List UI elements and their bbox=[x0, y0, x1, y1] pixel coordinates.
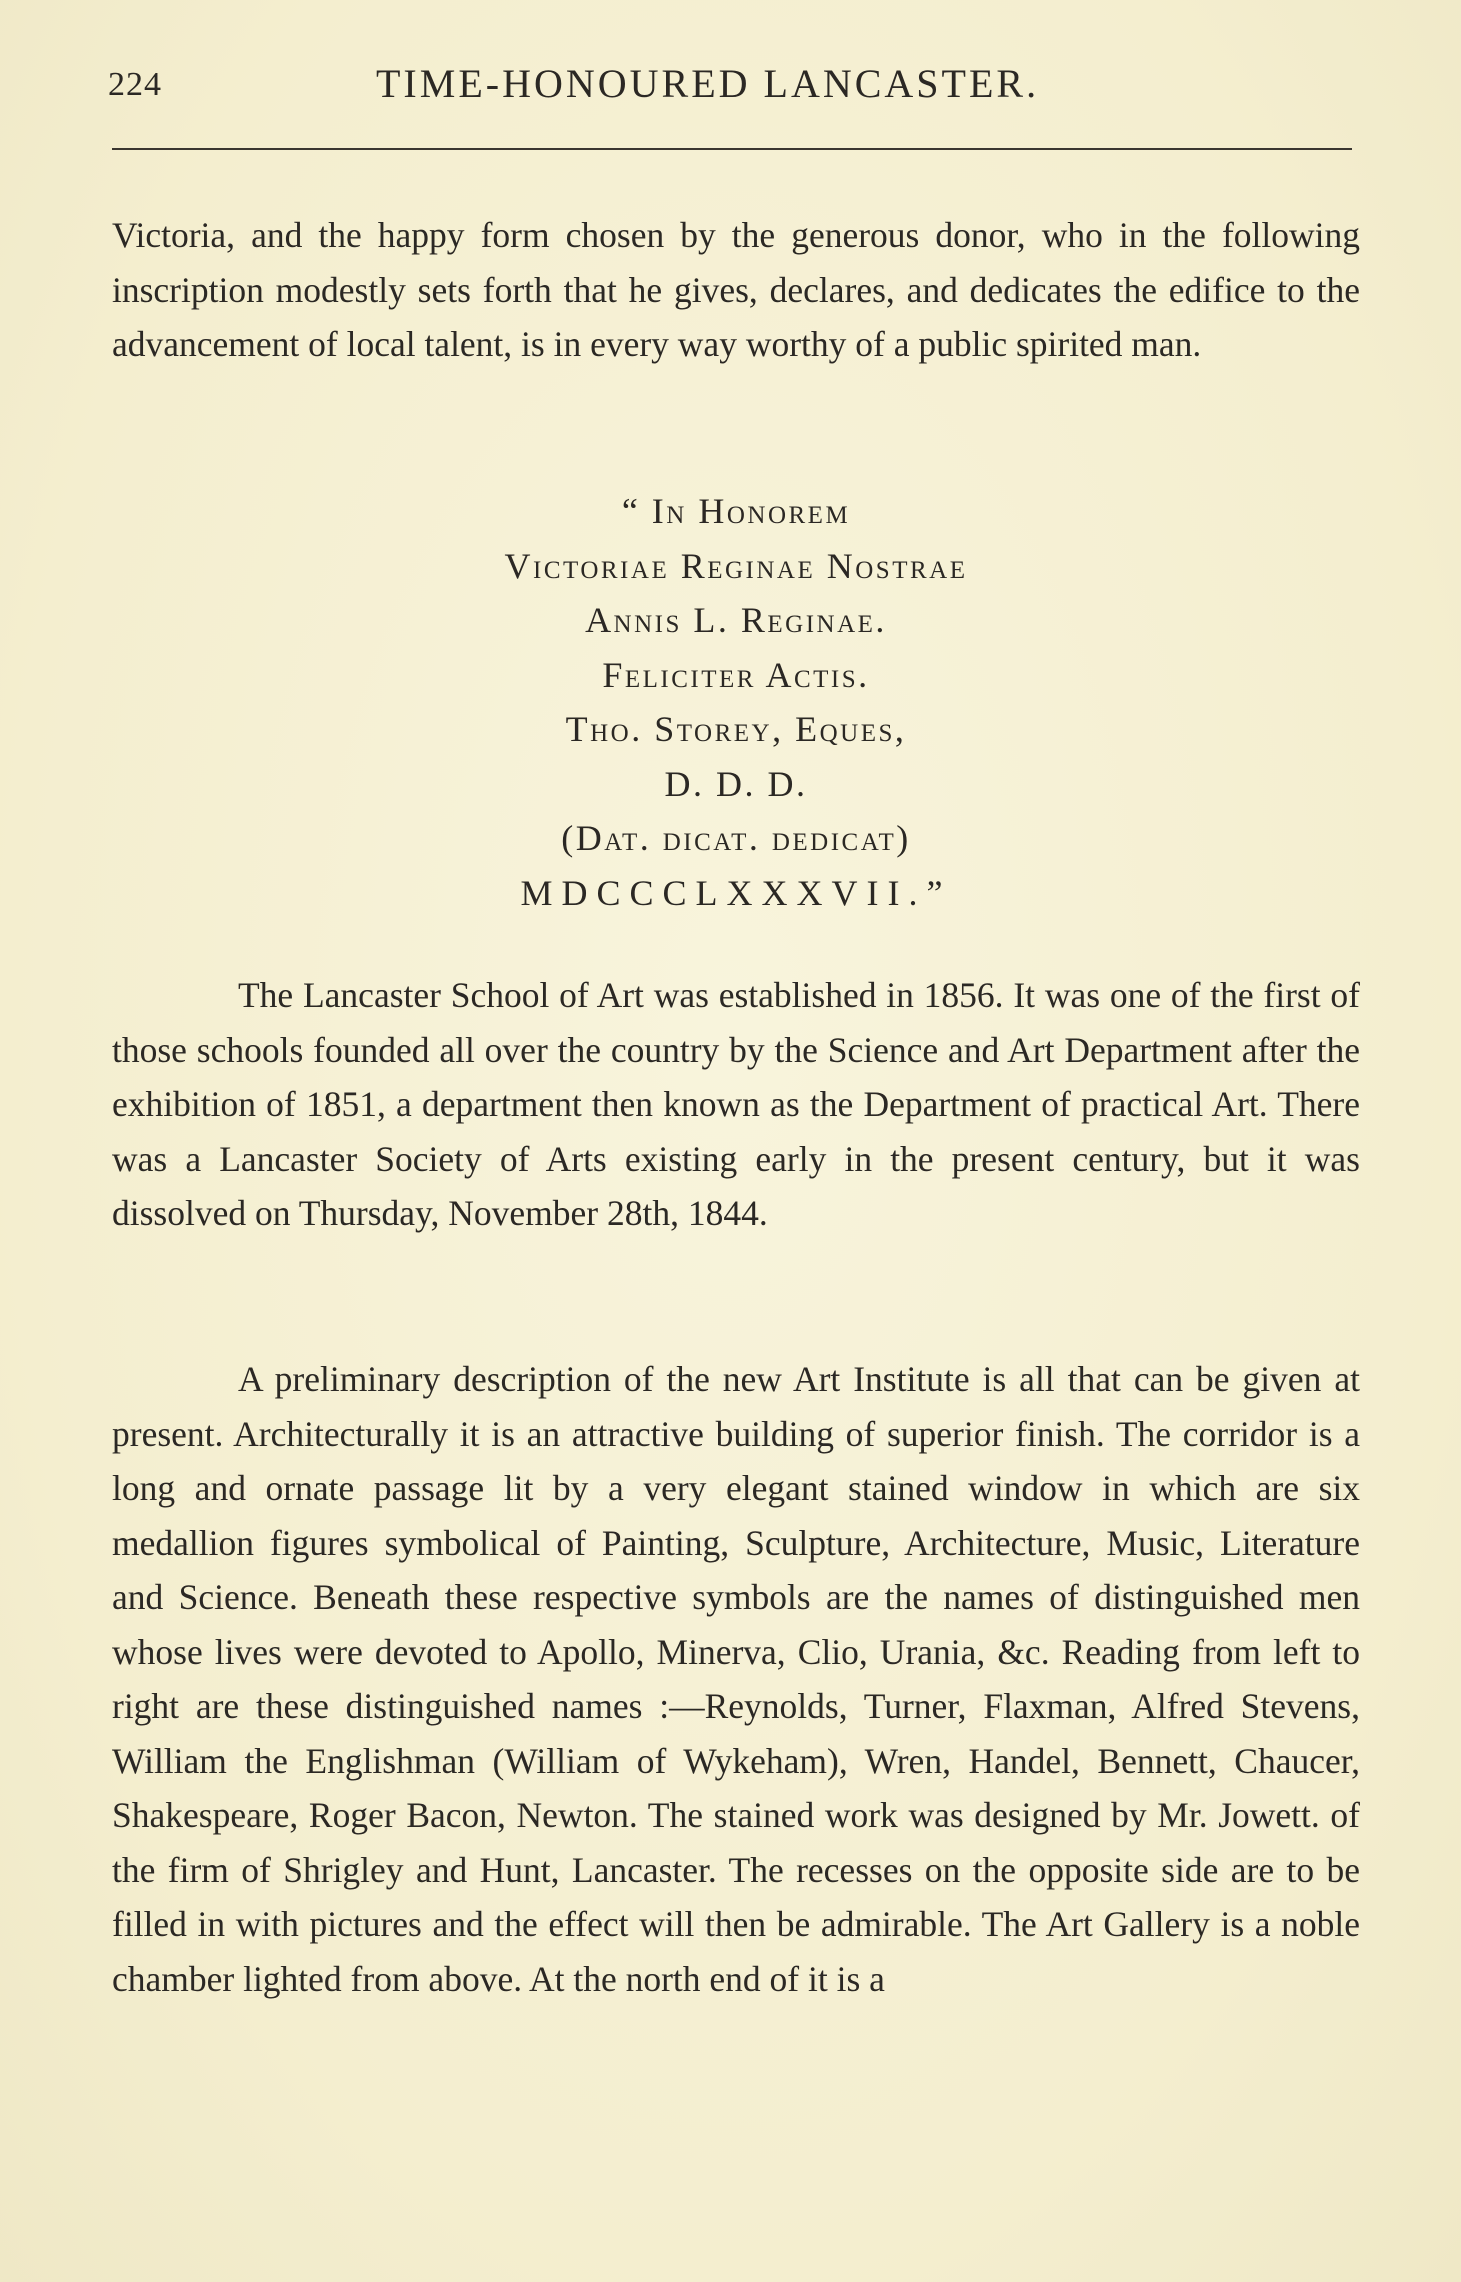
page-number: 224 bbox=[108, 66, 162, 103]
paragraph-1 bbox=[112, 208, 1360, 372]
running-head bbox=[108, 58, 1360, 108]
running-title: TIME-HONOURED LANCASTER. bbox=[376, 61, 1040, 106]
header-rule bbox=[112, 148, 1352, 150]
inscription-line-3: Annis L. Reginae. bbox=[585, 600, 887, 640]
inscription-line-7: (Dat. dicat. dedicat) bbox=[561, 818, 911, 858]
paragraph-3 bbox=[112, 1352, 1360, 2006]
inscription-line-6: D. D. D. bbox=[664, 763, 808, 804]
inscription-line-1: “ In Honorem bbox=[621, 491, 851, 531]
paragraph-2 bbox=[112, 968, 1360, 1241]
inscription-line-4: Feliciter Actis. bbox=[602, 654, 870, 695]
inscription-line-2: Victoriae Reginae Nostrae bbox=[504, 545, 968, 586]
paragraph-3-text: A preliminary description of the new Art Institute is all that can be given at present. Architecturally it is an attractive building of superior finish. The corridor is a long and ornate passage lit by a very elegant stained window in which are six medallion figures symbolical of Painting, Sculpture, Architecture, Music, Literature and Science. Beneath these respective symbols are the names of distinguished men whose lives were devoted to Apollo, Minerva, Clio, Urania, &c. Reading from left to right are these distinguished names :—Reynolds, Turner, Flaxman, Alfred Stevens, William the Englishman (William of Wykeham), Wren, Handel, Bennett, Chaucer, Shakespeare, Roger Bacon, Newton. The stained work was designed by Mr. Jowett. of the firm of Shrigley and Hunt, Lancaster. The recesses on the opposite side are to be filled in with pictures and the effect will then be admirable. The Art Gallery is a noble chamber lighted from above. At the north end of it is a bbox=[112, 1359, 1360, 1999]
paragraph-2-text: The Lancaster School of Art was established in 1856. It was one of the first of those schools founded all over the country by the Science and Art Department after the exhibition of 1851, a department then known as the Department of practical Art. There was a Lancaster Society of Arts existing early in the present century, but it was dissolved on Thursday, November 28th, 1844. bbox=[112, 975, 1360, 1233]
inscription-line-8: MDCCCLXXXVII.” bbox=[520, 872, 952, 913]
inscription-line-5: Tho. Storey, Eques, bbox=[565, 709, 907, 749]
paragraph-1-text: Victoria, and the happy form chosen by the generous donor, who in the following inscription modestly sets forth that he gives, declares, and dedicates the edifice to the advancement of local talent, is in every way worthy of a public spirited man. bbox=[112, 215, 1360, 364]
inscription-block bbox=[112, 484, 1360, 920]
